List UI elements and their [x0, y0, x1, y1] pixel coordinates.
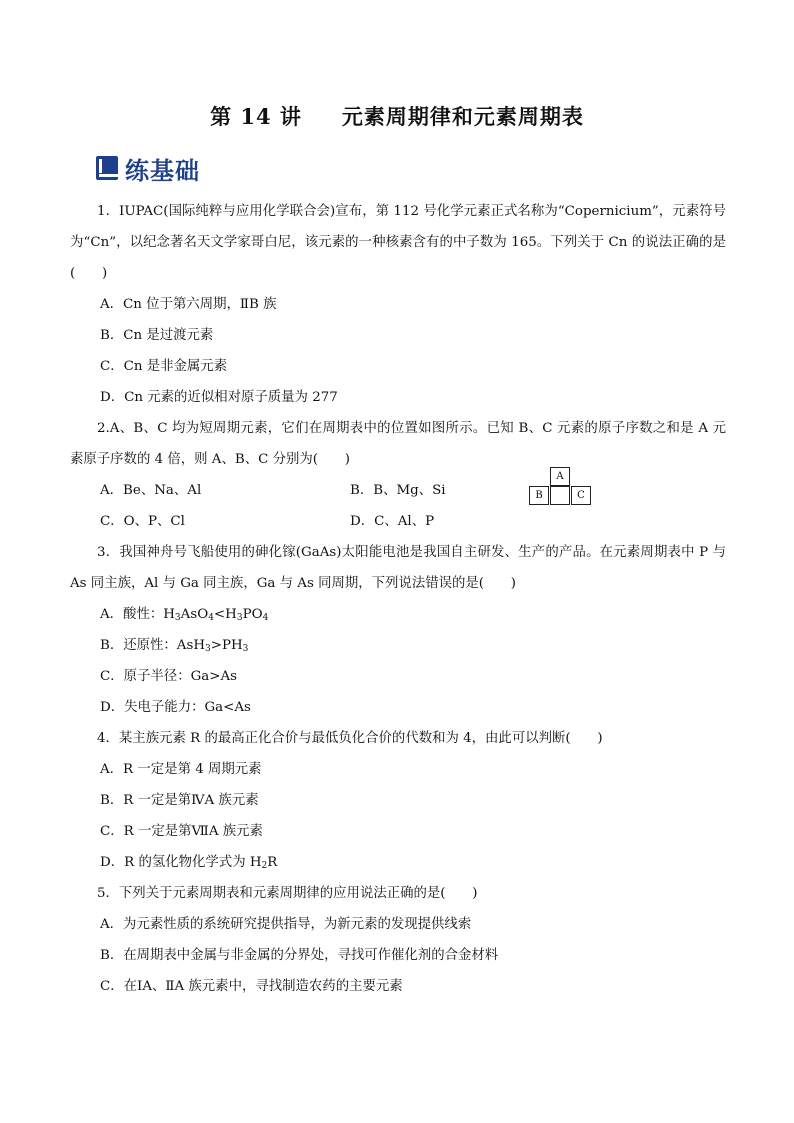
formula-part: H — [163, 607, 175, 622]
question-stem: 4．某主族元素 R 的最高正化合价与最低负化合价的代数和为 4，由此可以判断( ) — [97, 731, 603, 746]
periodic-position-diagram — [529, 467, 592, 507]
section-header — [95, 150, 200, 186]
option-text: A．酸性： — [100, 607, 164, 622]
question-2 — [70, 413, 726, 537]
option-d — [70, 847, 726, 878]
page-title — [0, 101, 794, 131]
option-row — [70, 475, 726, 506]
formula-part: PO — [242, 607, 263, 622]
option-a: A．为元素性质的系统研究提供指导，为新元素的发现提供线索 — [100, 917, 472, 932]
question-stem: 5．下列关于元素周期表和元素周期律的应用说法正确的是( ) — [97, 886, 478, 901]
formula-subscript: 3 — [174, 613, 181, 623]
question-stem: 1．IUPAC(国际纯粹与应用化学联合会)宣布，第 112 号化学元素正式名称为“Copernicium”，元素符号为“Cn”，以纪念著名天文学家哥白尼，该元素的一种核素含有的中子数为 165。下列关于 Cn 的说法正确的是( ) — [70, 204, 726, 281]
option-a: A．Be、Na、Al — [100, 483, 202, 498]
option-row — [70, 506, 726, 537]
formula-subscript: 4 — [208, 613, 214, 623]
formula-subscript: 2 — [261, 861, 268, 871]
option-c: C．原子半径：Ga>As — [100, 669, 238, 684]
option-c: C．O、P、Cl — [100, 514, 185, 529]
lecture-topic: 元素周期律和元素周期表 — [341, 104, 584, 129]
question-1 — [70, 196, 726, 413]
formula-part: R — [267, 855, 278, 870]
cell-empty — [550, 486, 570, 505]
option-a — [70, 599, 726, 630]
book-icon — [95, 154, 121, 182]
formula-part: >PH — [210, 638, 243, 653]
cell-b: B — [529, 486, 549, 505]
question-stem: 3．我国神舟号飞船使用的砷化镓(GaAs)太阳能电池是我国自主研发、生产的产品。在元素周期表中 P 与 As 同主族，Al 与 Ga 同主族，Ga 与 As 同周期，下列说法错误的是( ) — [70, 545, 726, 591]
option-c: C．R 一定是第ⅦA 族元素 — [100, 824, 263, 839]
section-label: 练基础 — [125, 156, 200, 185]
option-b: B．B、Mg、Si — [350, 483, 446, 498]
question-stem: 2.A、B、C 均为短周期元素，它们在周期表中的位置如图所示。已知 B、C 元素的原子序数之和是 A 元素原子序数的 4 倍，则 A、B、C 分别为( ) — [70, 421, 726, 467]
formula-part: AsO — [180, 607, 209, 622]
formula-subscript: 4 — [262, 613, 269, 623]
option-a: A．R 一定是第 4 周期元素 — [100, 762, 262, 777]
option-c: C．Cn 是非金属元素 — [100, 359, 228, 374]
cell-c: C — [571, 486, 591, 505]
question-3 — [70, 537, 726, 723]
formula-part: <H — [213, 607, 237, 622]
option-d: D．C、Al、P — [350, 514, 435, 529]
question-4 — [70, 723, 726, 878]
lecture-number: 第 14 讲 — [210, 104, 302, 129]
cell-a: A — [550, 467, 570, 486]
formula-subscript: 3 — [242, 644, 249, 654]
option-text: B．还原性：AsH — [100, 638, 206, 653]
option-d: D．Cn 元素的近似相对原子质量为 277 — [100, 390, 338, 405]
option-b — [70, 630, 726, 661]
option-b: B．Cn 是过渡元素 — [100, 328, 214, 343]
option-d: D．失电子能力：Ga<As — [100, 700, 251, 715]
formula-subscript: 3 — [236, 613, 243, 623]
question-list — [70, 196, 726, 1002]
question-5 — [70, 878, 726, 1002]
option-c: C．在ⅠA、ⅡA 族元素中，寻找制造农药的主要元素 — [100, 979, 403, 994]
option-a: A．Cn 位于第六周期，ⅡB 族 — [100, 297, 277, 312]
option-text: D．R 的氢化物化学式为 H — [100, 855, 262, 870]
option-b: B．R 一定是第ⅣA 族元素 — [100, 793, 259, 808]
option-b: B．在周期表中金属与非金属的分界处，寻找可作催化剂的合金材料 — [100, 948, 499, 963]
formula-subscript: 3 — [205, 644, 211, 654]
